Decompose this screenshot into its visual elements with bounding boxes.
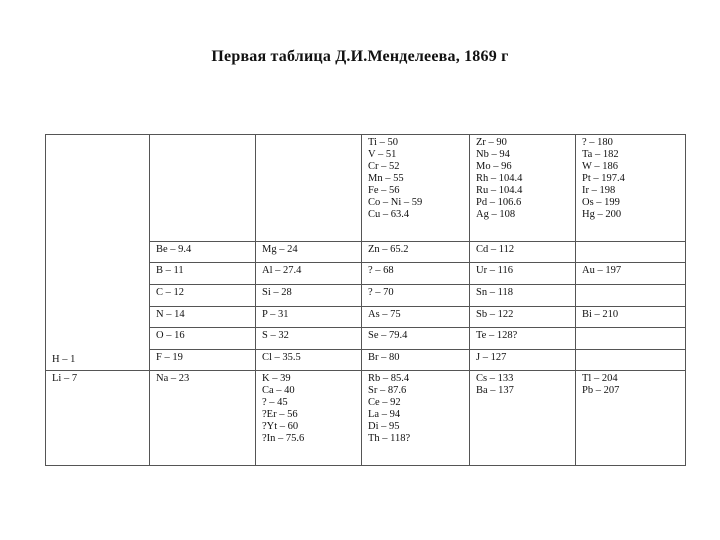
element-entry: Ta – 182 bbox=[582, 149, 619, 160]
element-entry: Rb – 85.4 bbox=[368, 373, 410, 385]
table-cell bbox=[150, 306, 256, 328]
table-cell bbox=[470, 285, 576, 307]
element-entry: Tl – 204 bbox=[582, 373, 618, 385]
table-cell bbox=[470, 135, 576, 242]
table-cell bbox=[470, 371, 576, 466]
element-entry: J – 127 bbox=[476, 351, 507, 363]
table-cell bbox=[470, 306, 576, 328]
element-entry: N – 14 bbox=[156, 308, 185, 320]
table-cell bbox=[256, 263, 362, 285]
element-entry: C – 12 bbox=[156, 287, 185, 299]
element-entry: As – 75 bbox=[368, 308, 401, 320]
element-entry: Cl – 35.5 bbox=[262, 351, 301, 363]
table-cell bbox=[576, 263, 686, 285]
table-cell bbox=[362, 285, 470, 307]
element-entry: Pd – 106.6 bbox=[476, 197, 522, 208]
element-entry: Sr – 87.6 bbox=[368, 385, 407, 397]
element-entry: Be – 9.4 bbox=[156, 243, 192, 255]
element-entry: ? – 45 bbox=[262, 397, 288, 409]
element-entry: V – 51 bbox=[368, 149, 397, 160]
element-entry: Li – 7 bbox=[52, 373, 78, 385]
table-cell bbox=[256, 328, 362, 350]
table-cell bbox=[256, 135, 362, 242]
element-entry: Zr – 90 bbox=[476, 137, 507, 148]
element-entry: Fe – 56 bbox=[368, 185, 400, 196]
table-cell bbox=[470, 349, 576, 371]
element-entry: Au – 197 bbox=[582, 265, 622, 277]
element-entry: Sn – 118 bbox=[476, 287, 513, 299]
table-body bbox=[46, 135, 686, 466]
element-entry: Ag – 108 bbox=[476, 209, 516, 220]
element-entry: Nb – 94 bbox=[476, 149, 510, 160]
element-entry: Ti – 50 bbox=[368, 137, 398, 148]
table-cell bbox=[362, 135, 470, 242]
element-entry: Th – 118? bbox=[368, 433, 411, 445]
element-entry: ? – 180 bbox=[582, 137, 613, 148]
table-cell bbox=[256, 371, 362, 466]
element-entry: Al – 27.4 bbox=[262, 265, 302, 277]
table-cell bbox=[470, 263, 576, 285]
mendeleev-table bbox=[45, 134, 686, 466]
element-entry: Ba – 137 bbox=[476, 385, 514, 397]
table-cell bbox=[576, 241, 686, 263]
table-cell bbox=[150, 263, 256, 285]
element-entry: Si – 28 bbox=[262, 287, 292, 299]
table-cell bbox=[256, 241, 362, 263]
element-entry: Cd – 112 bbox=[476, 243, 515, 255]
element-entry: ? – 68 bbox=[368, 265, 394, 277]
element-entry: Bi – 210 bbox=[582, 308, 619, 320]
table-cell bbox=[576, 349, 686, 371]
table-cell bbox=[362, 241, 470, 263]
element-entry: Os – 199 bbox=[582, 197, 620, 208]
page-title: Первая таблица Д.И.Менделеева, 1869 г bbox=[211, 48, 509, 65]
element-entry: P – 31 bbox=[262, 308, 289, 320]
table-cell bbox=[150, 371, 256, 466]
table-cell bbox=[256, 349, 362, 371]
table-row bbox=[46, 135, 686, 242]
table-cell bbox=[576, 285, 686, 307]
element-entry: ?In – 75.6 bbox=[262, 433, 305, 445]
element-entry: Cs – 133 bbox=[476, 373, 514, 385]
element-entry: Pt – 197.4 bbox=[582, 173, 625, 184]
element-entry: K – 39 bbox=[262, 373, 291, 385]
element-entry: Mn – 55 bbox=[368, 173, 404, 184]
element-entry: Cu – 63.4 bbox=[368, 209, 410, 220]
element-entry: B – 11 bbox=[156, 265, 184, 277]
table-cell bbox=[150, 135, 256, 242]
table-cell bbox=[150, 349, 256, 371]
element-entry: Ur – 116 bbox=[476, 265, 513, 277]
element-entry: Ca – 40 bbox=[262, 385, 295, 397]
element-entry: Mg – 24 bbox=[262, 243, 298, 255]
element-entry: Ce – 92 bbox=[368, 397, 401, 409]
element-entry: Ru – 104.4 bbox=[476, 185, 523, 196]
element-entry: Na – 23 bbox=[156, 373, 190, 385]
element-entry: Rh – 104.4 bbox=[476, 173, 523, 184]
table-cell bbox=[362, 263, 470, 285]
element-entry: W – 186 bbox=[582, 161, 618, 172]
element-entry: Pb – 207 bbox=[582, 385, 620, 397]
table-cell bbox=[362, 328, 470, 350]
element-entry: ?Yt – 60 bbox=[262, 421, 299, 433]
table-cell bbox=[150, 328, 256, 350]
element-entry: Te – 128? bbox=[476, 330, 518, 342]
table-cell bbox=[256, 285, 362, 307]
table-cell bbox=[46, 371, 150, 466]
table-cell bbox=[576, 371, 686, 466]
element-entry: Ir – 198 bbox=[582, 185, 616, 196]
table-cell bbox=[150, 285, 256, 307]
element-entry: Co – Ni – 59 bbox=[368, 197, 423, 208]
element-entry: O – 16 bbox=[156, 330, 185, 342]
element-entry: F – 19 bbox=[156, 351, 183, 363]
element-entry: ?Er – 56 bbox=[262, 409, 298, 421]
element-entry: Cr – 52 bbox=[368, 161, 400, 172]
table-cell bbox=[256, 306, 362, 328]
element-entry: Hg – 200 bbox=[582, 209, 622, 220]
element-entry: S – 32 bbox=[262, 330, 289, 342]
element-entry: Sb – 122 bbox=[476, 308, 514, 320]
element-entry: Zn – 65.2 bbox=[368, 243, 409, 255]
table-cell bbox=[576, 135, 686, 242]
table-cell bbox=[470, 241, 576, 263]
table-cell bbox=[362, 306, 470, 328]
element-entry: Se – 79.4 bbox=[368, 330, 408, 342]
element-entry: ? – 70 bbox=[368, 287, 394, 299]
element-entry: Br – 80 bbox=[368, 351, 400, 363]
table-cell bbox=[576, 306, 686, 328]
table-cell bbox=[362, 371, 470, 466]
element-entry: Di – 95 bbox=[368, 421, 400, 433]
element-entry: Mo – 96 bbox=[476, 161, 512, 172]
table-cell bbox=[576, 328, 686, 350]
element-entry: La – 94 bbox=[368, 409, 401, 421]
element-entry: Н – 1 bbox=[52, 354, 76, 366]
table-cell bbox=[362, 349, 470, 371]
table-row bbox=[46, 371, 686, 466]
table-cell bbox=[150, 241, 256, 263]
table-cell bbox=[46, 135, 150, 371]
table-cell bbox=[470, 328, 576, 350]
